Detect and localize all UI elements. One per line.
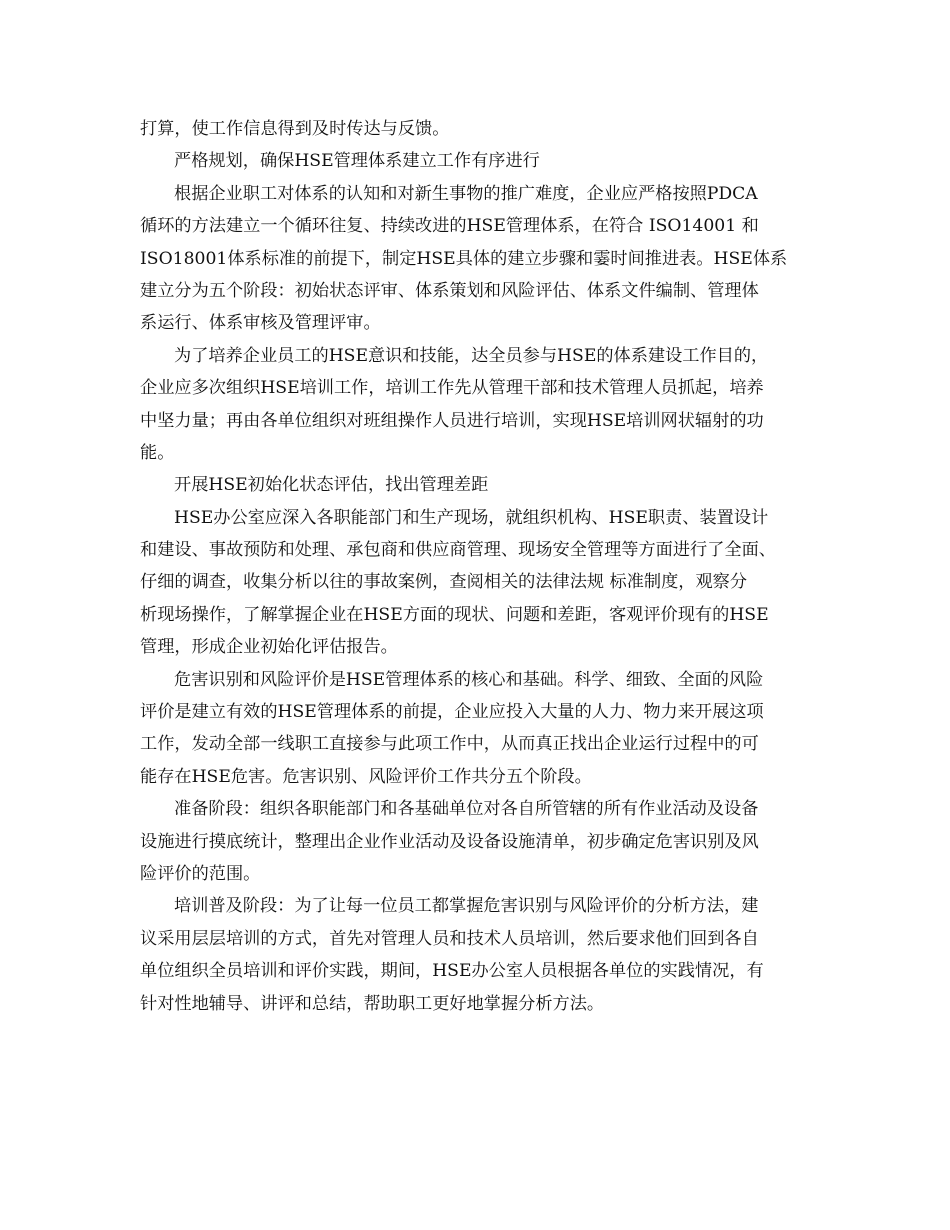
text-line: 工作，发动全部一线职工直接参与此项工作中，从而真正找出企业运行过程中的可 <box>140 734 759 755</box>
text-line: 能。 <box>140 442 175 463</box>
text-line: 根据企业职工对体系的认知和对新生事物的推广难度，企业应严格按照PDCA <box>174 183 758 204</box>
text-line: 议采用层层培训的方式，首先对管理人员和技术人员培训，然后要求他们回到各自 <box>140 928 759 949</box>
text-line: 险评价的范围。 <box>140 863 261 884</box>
text-line: 循环的方法建立一个循环往复、持续改进的HSE管理体系，在符合 ISO14001 和 <box>140 216 759 237</box>
text-line: ISO18001体系标准的前提下，制定HSE具体的建立步骤和霎时间推进表。HSE体系 <box>140 248 788 269</box>
text-line: 仔细的调查，收集分析以往的事故案例，查阅相关的法律法规 标准制度，观察分 <box>140 572 748 593</box>
text-line: 设施进行摸底统计，整理出企业作业活动及设备设施清单，初步确定危害识别及风 <box>140 831 759 852</box>
text-line: 企业应多次组织HSE培训工作，培训工作先从管理干部和技术管理人员抓起，培养 <box>140 378 764 399</box>
text-line: 危害识别和风险评价是HSE管理体系的核心和基础。科学、细致、全面的风险 <box>174 669 764 690</box>
text-line: 系运行、体系审核及管理评审。 <box>140 313 381 334</box>
text-line: 打算，使工作信息得到及时传达与反馈。 <box>140 119 450 139</box>
text-line: HSE办公室应深入各职能部门和生产现场，就组织机构、HSE职责、装置设计 <box>174 507 769 528</box>
text-line: 能存在HSE危害。危害识别、风险评价工作共分五个阶段。 <box>140 766 592 787</box>
text-line: 为了培养企业员工的HSE意识和技能，达全员参与HSE的体系建设工作目的， <box>174 345 769 366</box>
text-line: 单位组织全员培训和评价实践，期间，HSE办公室人员根据各单位的实践情况，有 <box>140 961 764 982</box>
text-line: 针对性地辅导、讲评和总结，帮助职工更好地掌握分析方法。 <box>140 993 605 1014</box>
text-line: 管理，形成企业初始化评估报告。 <box>140 637 398 658</box>
text-line: 准备阶段：组织各职能部门和各基础单位对各自所管辖的所有作业活动及设备 <box>174 799 759 820</box>
text-line: 析现场操作，了解掌握企业在HSE方面的现状、问题和差距，客观评价现有的HSE <box>140 604 769 625</box>
section-heading: 开展HSE初始化状态评估，找出管理差距 <box>174 475 489 496</box>
text-line: 建立分为五个阶段：初始状态评审、体系策划和风险评估、体系文件编制、管理体 <box>140 280 759 301</box>
text-line: 中坚力量；再由各单位组织对班组操作人员进行培训，实现HSE培训网状辐射的功 <box>140 410 764 431</box>
text-line: 评价是建立有效的HSE管理体系的前提，企业应投入大量的人力、物力来开展这项 <box>140 702 764 723</box>
text-line: 培训普及阶段：为了让每一位员工都掌握危害识别与风险评价的分析方法，建 <box>174 896 759 917</box>
document-body <box>140 113 820 1020</box>
section-heading: 严格规划，确保HSE管理体系建立工作有序进行 <box>174 151 540 172</box>
text-line: 和建设、事故预防和处理、承包商和供应商管理、现场安全管理等方面进行了全面、 <box>140 540 776 561</box>
